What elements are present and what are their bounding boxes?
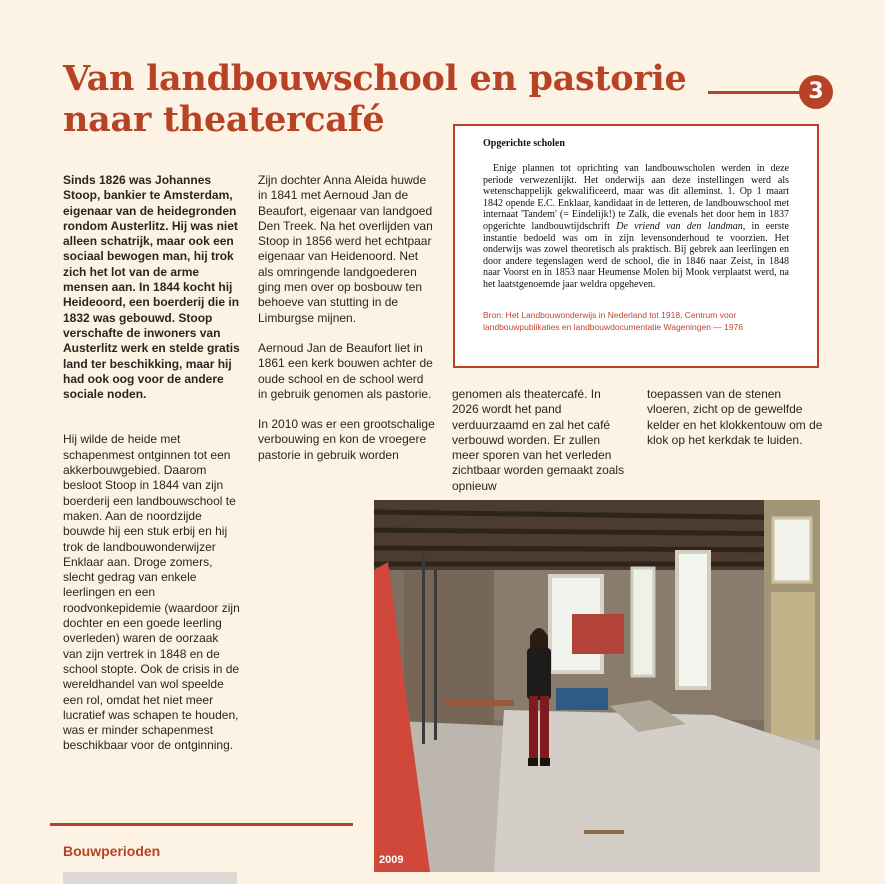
column-4 bbox=[647, 387, 825, 448]
column-1 bbox=[63, 173, 241, 754]
section-divider bbox=[50, 823, 353, 826]
page-title-line-1: Van landbouwschool en pastorie bbox=[63, 58, 687, 99]
body-paragraph: Hij wilde de heide met schapenmest ontginnen tot een akkerbouwgebied. Daarom besloot Stoop in 1844 van zijn boerderij een landbouwschool te maken. Aan de noordzijde bouwde hij een stuk erbij en hij trok de landbouwonderwijzer Enklaar aan. Droge zomers, slecht gedrag van enkele leerlingen en een roodvonkepidemie (waardoor zijn dochter en een goede leerling overleden) waren de oorzaak van zijn vertrek in 1848 en de school stopte. Ook de crisis in de wereldhandel van wol speelde een rol, omdat het niet meer lucratief was schapen te houden, was er minder schapenmest beschikbaar voor de ontginning. bbox=[63, 432, 240, 753]
info-box-opgerichte-scholen bbox=[453, 124, 819, 368]
body-paragraph: Aernoud Jan de Beaufort liet in 1861 een kerk bouwen achter de oude school en de school werd in gebruik genomen als pastorie. bbox=[258, 340, 433, 401]
body-paragraph: genomen als theatercafé. In 2026 wordt het pand verduurzaamd en zal het café verbouwd worden. Er zullen meer sporen van het verleden zichtbaar worden gemaakt zoals opnieuw bbox=[452, 387, 625, 493]
section-number-badge: 3 bbox=[799, 75, 833, 109]
info-box-body bbox=[483, 163, 789, 291]
renovation-photo-illustration bbox=[374, 500, 820, 872]
column-2 bbox=[258, 173, 436, 463]
column-3 bbox=[452, 387, 630, 494]
bouwperioden-heading: Bouwperioden bbox=[63, 843, 161, 859]
body-paragraph: toepassen van de stenen vloeren, zicht op de gewelfde kelder en het klokkentouw om de klok op het kerkdak te luiden. bbox=[647, 387, 823, 447]
info-box-source: Bron: Het Landbouwonderwijs in Nederland tot 1918, Centrum voor landbouwpublikaties en landbouwdocumentatie Wageningen — 1976 bbox=[483, 309, 744, 332]
photo-year-caption: 2009 bbox=[379, 854, 404, 866]
bouwperioden-thumbnail bbox=[63, 872, 237, 884]
info-box-text: , in eerste instantie bedoeld was om in zijn levensonderhoud te voorzien. Het onderwijs was zowel theoretisch als praktisch. Bij gebrek aan leerlingen en door andere tegenslagen werd de school, die in 1846 naar Zeist, in 1848 naar Voorst en in 1853 naar Heumense Molen bij Mook verplaatst werd, na het laatstgenoemde jaar weldra opgeheven. bbox=[483, 220, 789, 290]
body-paragraph: Zijn dochter Anna Aleida huwde in 1841 met Aernoud Jan de Beaufort, eigenaar van landgoed Den Treek. Na het overlijden van Stoop in 1856 werd het echtpaar eigenaar van Heidenoord. Net als omringende landgoederen ging men over op bosbouw ten behoeve van stutting in de Limburgse mijnen. bbox=[258, 173, 433, 325]
intro-paragraph: Sinds 1826 was Johannes Stoop, bankier te Amsterdam, eigenaar van de heidegronden rondom Austerlitz. Hij was niet alleen schatrijk, maar ook een sociaal bewogen man, hij trok zich het lot van de arme mensen aan. In 1844 kocht hij Heideoord, een boerderij die in 1832 was gebouwd. Stoop verschafte de inwoners van Austerlitz werk en stelde gratis land ter beschikking, maar hij had ook oog voor de andere sociale noden. bbox=[63, 173, 240, 402]
body-paragraph: In 2010 was er een grootschalige verbouwing en kon de vroegere pastorie in gebruik worden bbox=[258, 417, 435, 462]
info-box-title: Opgerichte scholen bbox=[483, 138, 565, 149]
info-box-italic-title: De vriend van den landman bbox=[616, 220, 743, 232]
page-title-line-2: naar theatercafé bbox=[63, 99, 385, 140]
renovation-photo bbox=[374, 500, 820, 872]
section-number-line bbox=[708, 91, 802, 94]
info-box-text: Enige plannen tot oprichting van landbouwscholen werden in deze periode verwezenlijkt. Het onderwijs aan deze instellingen werd als wetenschappelijk gekwalificeerd, maar was dit alleminst. 1. Op 1 maart 1842 opende E.C. Enklaar, kandidaat in de letteren, de landbouwschool met internaat 'Tandem' (= Eindelijk!) te Zalk, die evenals het door hem in 1837 opgerichte landbouwtijdschrift bbox=[483, 163, 789, 232]
